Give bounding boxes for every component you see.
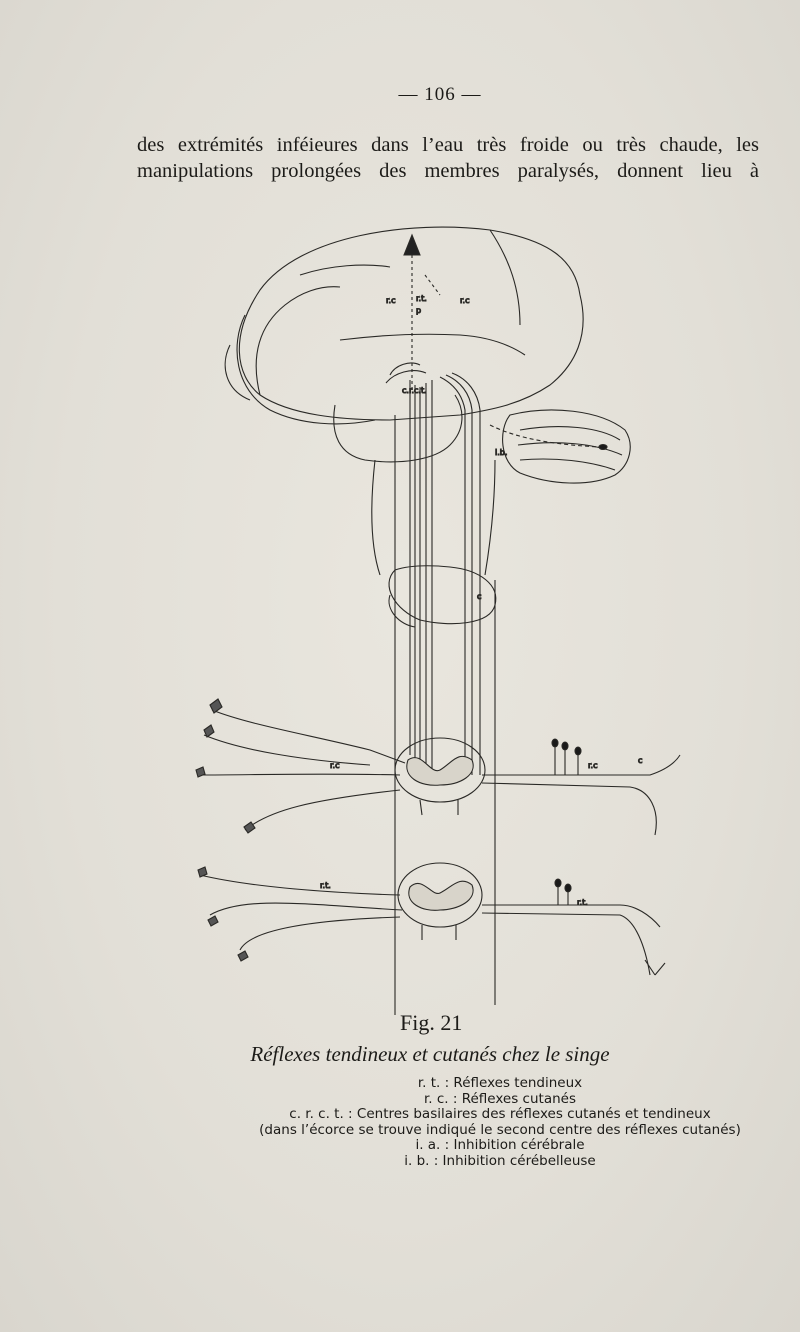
descending-tracts bbox=[395, 373, 495, 1015]
legend-line: (dans l’écorce se trouve indiqué le second centre des réflexes cutanés) bbox=[259, 1121, 741, 1138]
cerebellum-outline bbox=[503, 410, 631, 483]
figure-title: Réflexes tendineux et cutanés chez le singe bbox=[250, 1042, 610, 1066]
svg-text:c: c bbox=[638, 756, 643, 765]
body-line: manipulations prolongées des membres paralysés, donnent lieu à bbox=[137, 160, 759, 182]
reflex-diagram bbox=[190, 215, 690, 1015]
legend-line: i. b. : Inhibition cérébelleuse bbox=[404, 1152, 596, 1169]
figure-legend bbox=[140, 1076, 800, 1169]
body-paragraph bbox=[137, 132, 759, 184]
peripheral-nerves-left bbox=[196, 699, 405, 961]
svg-text:c: c bbox=[477, 592, 482, 601]
svg-text:i.b.: i.b. bbox=[495, 448, 508, 457]
svg-text:r.c: r.c bbox=[588, 761, 598, 770]
svg-text:r.c: r.c bbox=[460, 296, 470, 305]
svg-text:r.t.: r.t. bbox=[577, 898, 588, 907]
legend-line: r. c. : Réflexes cutanés bbox=[423, 1090, 577, 1107]
svg-text:r.c: r.c bbox=[386, 296, 396, 305]
figure-label: Fig. 21 bbox=[400, 1010, 463, 1035]
svg-text:r.c: r.c bbox=[330, 761, 340, 770]
body-line: des extrémités inféieures dans l’eau très froide ou très chaude, les bbox=[137, 134, 759, 156]
svg-text:r.t.: r.t. bbox=[416, 294, 427, 303]
svg-text:c.r.c.t.: c.r.c.t. bbox=[402, 386, 427, 395]
legend-line: c. r. c. t. : Centres basilaires des réflexes cutanés et tendineux bbox=[289, 1106, 711, 1122]
spinal-segment-lower bbox=[398, 863, 482, 940]
svg-text:p: p bbox=[416, 306, 422, 315]
legend-line: i. a. : Inhibition cérébrale bbox=[415, 1137, 585, 1153]
page-number: — 106 — bbox=[398, 84, 482, 105]
svg-text:r.t.: r.t. bbox=[320, 881, 331, 890]
peripheral-nerves-right bbox=[482, 739, 680, 975]
legend-line: r. t. : Réflexes tendineux bbox=[417, 1075, 583, 1091]
